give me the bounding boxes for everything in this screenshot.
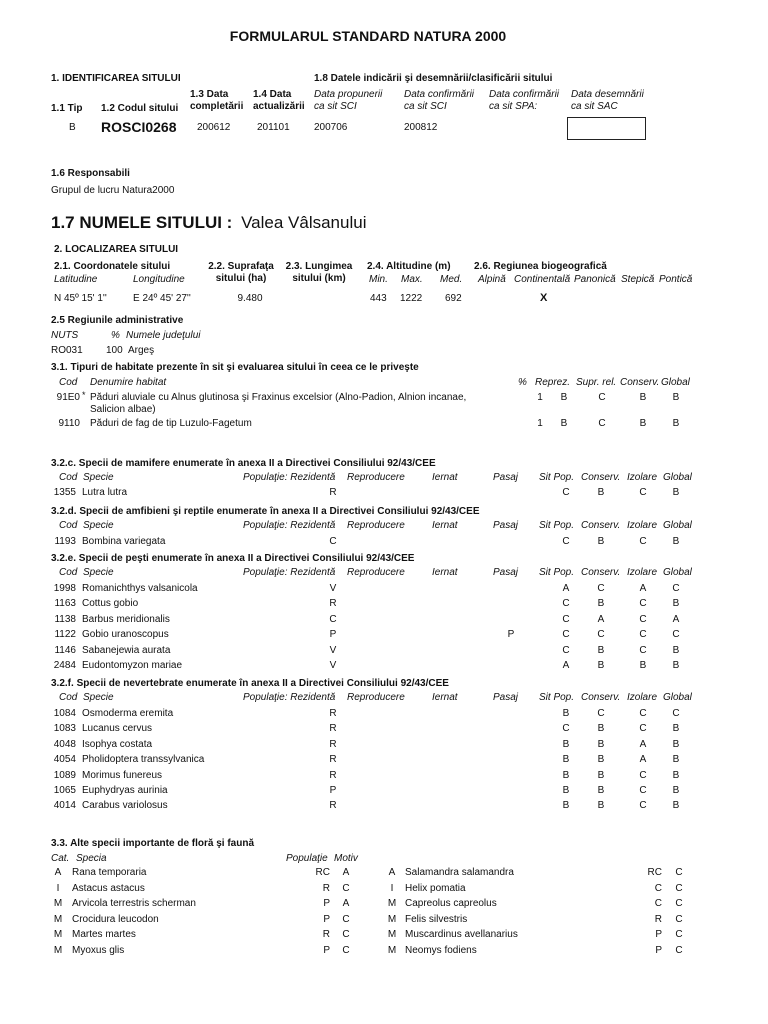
alt-max-value: 1222 xyxy=(400,293,423,304)
judet-value: Argeş xyxy=(128,345,155,356)
section-1-8-heading: 1.8 Datele indicării şi desemnării/clasificării sitului xyxy=(314,73,553,84)
species-izolare: C xyxy=(639,770,647,781)
species-rezidenta: R xyxy=(329,754,337,765)
species-code: 1089 xyxy=(53,770,76,781)
species-global: C xyxy=(672,583,680,594)
species-name: Bombina variegata xyxy=(82,536,166,547)
other-species-motiv: C xyxy=(342,929,350,940)
data-confirmarii-spa-label-2: ca sit SPA: xyxy=(489,101,538,112)
species-code: 1065 xyxy=(53,785,76,796)
species-conserv: C xyxy=(597,708,605,719)
species-sitpop: C xyxy=(562,487,570,498)
col-populatie-header: Populaţie: Rezidentă xyxy=(243,692,336,703)
habitat-name: Păduri aluviale cu Alnus glutinosa şi Fraxinus excelsior (Alno-Padion, Alnion incanae, xyxy=(90,392,467,403)
alt-med-value: 692 xyxy=(445,293,462,304)
species-conserv: B xyxy=(597,536,605,547)
suprafata-label-1: 2.2. Suprafaţa xyxy=(208,261,274,272)
suprafata-label-2: sitului (ha) xyxy=(215,273,267,284)
species-sitpop: C xyxy=(562,614,570,625)
species-global: B xyxy=(672,598,680,609)
latitudine-value: N 45º 15' 1'' xyxy=(54,293,107,304)
species-sitpop: B xyxy=(562,739,570,750)
col-pasaj-header: Pasaj xyxy=(493,567,519,578)
col-sitpop-header: Sit Pop. xyxy=(539,520,575,531)
col-conserv-header: Conserv. xyxy=(581,472,621,483)
species-conserv: B xyxy=(597,770,605,781)
page-title: FORMULARUL STANDARD NATURA 2000 xyxy=(229,28,507,44)
species-izolare: C xyxy=(639,723,647,734)
other-species-pop: RC xyxy=(315,867,330,878)
data-completarii-label-2: completării xyxy=(190,101,244,112)
alpina-label: Alpină xyxy=(478,274,506,285)
species-sitpop: C xyxy=(562,598,570,609)
habitat-supr-rel: C xyxy=(598,418,606,429)
habitat-reprez: B xyxy=(560,392,568,403)
species-code: 1084 xyxy=(53,708,76,719)
section-mamifere-heading: 3.2.c. Specii de mamifere enumerate în anexa II a Directivei Consiliului 92/43/CEE xyxy=(51,458,436,469)
other-species-name: Astacus astacus xyxy=(72,883,145,894)
habitat-conserv: B xyxy=(639,418,647,429)
col-cod-header: Cod xyxy=(59,567,78,578)
col-global-header: Global xyxy=(663,567,692,578)
pontica-label: Pontică xyxy=(659,274,693,285)
nuts-label: NUTS xyxy=(51,330,79,341)
data-desemnarii-label-1: Data desemnării xyxy=(571,89,644,100)
other-species-cat: M xyxy=(53,914,63,925)
species-code: 1355 xyxy=(53,487,76,498)
col-specie-header: Specie xyxy=(83,472,114,483)
other-species-cat: I xyxy=(56,883,60,894)
species-rezidenta: R xyxy=(329,800,337,811)
data-desemnarii-sac-field[interactable] xyxy=(567,117,646,140)
alt-min-value: 443 xyxy=(370,293,387,304)
species-name: Carabus variolosus xyxy=(82,800,168,811)
other-species-motiv: C xyxy=(675,945,683,956)
species-conserv: B xyxy=(597,800,605,811)
species-conserv: B xyxy=(597,645,605,656)
responsabili-value: Grupul de lucru Natura2000 xyxy=(51,185,175,196)
data-propunerii-label-2: ca sit SCI xyxy=(314,101,357,112)
col-izolare-header: Izolare xyxy=(627,472,658,483)
section-1-heading: 1. IDENTIFICAREA SITULUI xyxy=(51,73,181,84)
species-name: Osmoderma eremita xyxy=(82,708,174,719)
species-izolare: B xyxy=(639,660,647,671)
other-species-motiv: C xyxy=(675,929,683,940)
species-conserv: B xyxy=(597,739,605,750)
species-izolare: C xyxy=(639,598,647,609)
other-species-pop: R xyxy=(322,929,330,940)
species-izolare: C xyxy=(639,629,647,640)
col-specie-header: Specie xyxy=(83,692,114,703)
hab-cod-header: Cod xyxy=(59,377,78,388)
species-global: A xyxy=(672,614,680,625)
section-amfibieni-heading: 3.2.d. Specii de amfibieni şi reptile enumerate în anexa II a Directivei Consiliului 92/43/CEE xyxy=(51,506,480,517)
data-confirmarii-sci-value: 200812 xyxy=(404,122,438,133)
species-rezidenta: R xyxy=(329,723,337,734)
other-species-cat: A xyxy=(54,867,62,878)
lungime-label-1: 2.3. Lungimea xyxy=(285,261,353,272)
other-species-motiv: A xyxy=(342,867,350,878)
lungime-label-2: sitului (km) xyxy=(292,273,346,284)
other-species-pop: RC xyxy=(647,867,662,878)
hab-supr-header: Supr. rel. xyxy=(576,377,617,388)
col-pasaj-header: Pasaj xyxy=(493,520,519,531)
species-global: C xyxy=(672,629,680,640)
species-global: B xyxy=(672,487,680,498)
habitat-supr-rel: C xyxy=(598,392,606,403)
col-populatie-header: Populaţie: Rezidentă xyxy=(243,472,336,483)
other-species-pop: R xyxy=(654,914,662,925)
species-sitpop: C xyxy=(562,723,570,734)
species-conserv: A xyxy=(597,614,605,625)
col-sitpop-header: Sit Pop. xyxy=(539,472,575,483)
species-global: B xyxy=(672,770,680,781)
species-name: Morimus funereus xyxy=(82,770,163,781)
other-species-name: Salamandra salamandra xyxy=(405,867,514,878)
species-code: 4054 xyxy=(53,754,76,765)
other-species-name: Crocidura leucodon xyxy=(72,914,159,925)
col-sitpop-header: Sit Pop. xyxy=(539,692,575,703)
species-sitpop: B xyxy=(562,785,570,796)
species-conserv: B xyxy=(597,785,605,796)
tip-value: B xyxy=(69,122,76,133)
other-species-cat: M xyxy=(387,914,397,925)
continentala-label: Continentală xyxy=(514,274,571,285)
species-code: 1138 xyxy=(54,614,76,625)
col-reproducere-header: Reproducere xyxy=(347,520,405,531)
col-cod-header: Cod xyxy=(59,520,78,531)
species-code: 1193 xyxy=(54,536,76,547)
species-izolare: A xyxy=(639,583,647,594)
species-izolare: C xyxy=(639,645,647,656)
species-pasaj: P xyxy=(507,629,515,640)
alt-max-label: Max. xyxy=(401,274,423,285)
other-species-pop: R xyxy=(322,883,330,894)
species-rezidenta: V xyxy=(329,645,337,656)
other-species-pop: P xyxy=(323,945,330,956)
species-code: 4048 xyxy=(53,739,76,750)
species-global: B xyxy=(672,723,680,734)
longitudine-value: E 24º 45' 27'' xyxy=(133,293,191,304)
col-izolare-header: Izolare xyxy=(627,567,658,578)
species-name: Lutra lutra xyxy=(82,487,128,498)
other-species-cat: M xyxy=(53,929,63,940)
latitudine-label: Latitudine xyxy=(54,274,98,285)
data-confirmarii-spa-label-1: Data confirmării xyxy=(489,89,560,100)
species-izolare: C xyxy=(639,708,647,719)
other-species-name: Myoxus glis xyxy=(72,945,125,956)
other-species-motiv: C xyxy=(675,867,683,878)
col-specie-header: Specie xyxy=(83,567,114,578)
habitat-code: 9110 xyxy=(58,418,80,429)
species-rezidenta: P xyxy=(329,785,337,796)
species-izolare: C xyxy=(639,614,647,625)
species-rezidenta: C xyxy=(329,614,337,625)
col-izolare-header: Izolare xyxy=(627,520,658,531)
hab-global-header: Global xyxy=(661,377,690,388)
cod-label: 1.2 Codul sitului xyxy=(101,103,179,114)
habitat-pct: 1 xyxy=(537,392,543,403)
species-rezidenta: C xyxy=(329,536,337,547)
col-conserv-header: Conserv. xyxy=(581,520,621,531)
data-actualizarii-value: 201101 xyxy=(257,122,290,133)
species-izolare: C xyxy=(639,785,647,796)
other-species-motiv: A xyxy=(342,898,350,909)
other-species-cat: I xyxy=(390,883,394,894)
data-propunerii-value: 200706 xyxy=(314,122,348,133)
col-pasaj-header: Pasaj xyxy=(493,692,519,703)
col-cod-header: Cod xyxy=(59,472,78,483)
species-conserv: C xyxy=(597,629,605,640)
species-global: B xyxy=(672,645,680,656)
col-global-header: Global xyxy=(663,472,692,483)
other-species-name: Felis silvestris xyxy=(405,914,468,925)
other-species-name: Capreolus capreolus xyxy=(405,898,497,909)
species-global: B xyxy=(672,785,680,796)
other-cat-header: Cat. xyxy=(51,853,70,864)
col-sitpop-header: Sit Pop. xyxy=(539,567,575,578)
other-species-pop: C xyxy=(654,883,662,894)
species-code: 4014 xyxy=(53,800,76,811)
species-name: Euphydryas aurinia xyxy=(82,785,168,796)
regiuni-admin-heading: 2.5 Regiunile administrative xyxy=(51,315,184,326)
other-species-pop: P xyxy=(323,914,330,925)
species-name: Barbus meridionalis xyxy=(82,614,170,625)
other-species-pop: P xyxy=(323,898,330,909)
data-desemnarii-label-2: ca sit SAC xyxy=(571,101,618,112)
species-izolare: A xyxy=(639,739,647,750)
judet-label: Numele judeţului xyxy=(126,330,201,341)
col-populatie-header: Populaţie: Rezidentă xyxy=(243,520,336,531)
data-completarii-value: 200612 xyxy=(197,122,231,133)
col-global-header: Global xyxy=(663,520,692,531)
other-species-cat: M xyxy=(387,929,397,940)
species-code: 1122 xyxy=(54,629,76,640)
species-izolare: A xyxy=(639,754,647,765)
col-iernat-header: Iernat xyxy=(432,472,458,483)
site-name-heading xyxy=(51,213,366,233)
species-rezidenta: R xyxy=(329,487,337,498)
col-pasaj-header: Pasaj xyxy=(493,472,519,483)
habitat-pct: 1 xyxy=(537,418,543,429)
col-iernat-header: Iernat xyxy=(432,520,458,531)
col-reproducere-header: Reproducere xyxy=(347,472,405,483)
species-rezidenta: P xyxy=(329,629,337,640)
col-izolare-header: Izolare xyxy=(627,692,658,703)
other-species-name: Rana temporaria xyxy=(72,867,147,878)
species-global: B xyxy=(672,660,680,671)
other-species-motiv: C xyxy=(675,883,683,894)
procent-value: 100 xyxy=(106,345,123,356)
data-completarii-label-1: 1.3 Data xyxy=(190,89,229,100)
responsabili-heading: 1.6 Responsabili xyxy=(51,168,130,179)
hab-conserv-header: Conserv. xyxy=(620,377,660,388)
other-species-cat: M xyxy=(387,945,397,956)
habitat-global: B xyxy=(672,418,680,429)
other-species-name: Neomys fodiens xyxy=(405,945,477,956)
site-code: ROSCI0268 xyxy=(101,119,177,135)
hab-pct-header: % xyxy=(518,377,527,388)
species-rezidenta: V xyxy=(329,660,337,671)
col-iernat-header: Iernat xyxy=(432,692,458,703)
species-name: Isophya costata xyxy=(82,739,153,750)
species-rezidenta: R xyxy=(329,598,337,609)
hab-reprez-header: Reprez. xyxy=(535,377,571,388)
species-sitpop: C xyxy=(562,536,570,547)
alt-min-label: Min. xyxy=(369,274,388,285)
col-global-header: Global xyxy=(663,692,692,703)
species-izolare: C xyxy=(639,800,647,811)
stepica-label: Stepică xyxy=(621,274,655,285)
col-conserv-header: Conserv. xyxy=(581,692,621,703)
site-name-label: 1.7 NUMELE SITULUI : xyxy=(51,213,233,232)
species-conserv: B xyxy=(597,660,605,671)
section-2-heading: 2. LOCALIZAREA SITULUI xyxy=(54,244,179,255)
species-izolare: C xyxy=(639,487,647,498)
section-3-1-heading: 3.1. Tipuri de habitate prezente în sit şi evaluarea sitului în ceea ce le priveşte xyxy=(51,362,419,373)
hab-denumire-header: Denumire habitat xyxy=(90,377,167,388)
other-species-motiv: C xyxy=(675,914,683,925)
habitat-name-cont: Salicion albae) xyxy=(90,404,156,415)
col-iernat-header: Iernat xyxy=(432,567,458,578)
species-name: Eudontomyzon mariae xyxy=(82,660,183,671)
species-global: B xyxy=(672,754,680,765)
priority-star: * xyxy=(82,390,86,400)
other-motiv-header: Motiv xyxy=(334,853,358,864)
species-name: Sabanejewia aurata xyxy=(82,645,171,656)
species-sitpop: C xyxy=(562,645,570,656)
data-actualizarii-label-2: actualizării xyxy=(253,101,305,112)
species-global: B xyxy=(672,739,680,750)
other-species-motiv: C xyxy=(342,945,350,956)
species-name: Cottus gobio xyxy=(82,598,139,609)
col-reproducere-header: Reproducere xyxy=(347,567,405,578)
species-sitpop: B xyxy=(562,708,570,719)
species-code: 1998 xyxy=(53,583,76,594)
col-populatie-header: Populaţie: Rezidentă xyxy=(243,567,336,578)
habitat-global: B xyxy=(672,392,680,403)
section-nevertebrate-heading: 3.2.f. Specii de nevertebrate enumerate în anexa II a Directivei Consiliului 92/43/CEE xyxy=(51,678,449,689)
alt-med-label: Med. xyxy=(440,274,463,285)
suprafata-value: 9.480 xyxy=(237,293,263,304)
species-conserv: B xyxy=(597,598,605,609)
species-conserv: B xyxy=(597,487,605,498)
species-conserv: B xyxy=(597,723,605,734)
other-species-cat: M xyxy=(53,898,63,909)
other-species-pop: P xyxy=(655,945,662,956)
col-specie-header: Specie xyxy=(83,520,114,531)
longitudine-label: Longitudine xyxy=(133,274,185,285)
section-3-3-heading: 3.3. Alte specii importante de floră şi faună xyxy=(51,838,255,849)
species-sitpop: B xyxy=(562,800,570,811)
species-rezidenta: V xyxy=(329,583,337,594)
other-species-pop: P xyxy=(655,929,662,940)
data-confirmarii-sci-label-1: Data confirmării xyxy=(404,89,475,100)
species-name: Romanichthys valsanicola xyxy=(82,583,198,594)
altitudine-heading: 2.4. Altitudine (m) xyxy=(367,261,451,272)
other-species-motiv: C xyxy=(675,898,683,909)
species-conserv: B xyxy=(597,754,605,765)
other-species-cat: A xyxy=(388,867,396,878)
species-name: Gobio uranoscopus xyxy=(82,629,169,640)
other-species-name: Helix pomatia xyxy=(405,883,466,894)
species-izolare: C xyxy=(639,536,647,547)
other-species-cat: M xyxy=(387,898,397,909)
data-confirmarii-sci-label-2: ca sit SCI xyxy=(404,101,447,112)
coordonate-heading: 2.1. Coordonatele sitului xyxy=(54,261,171,272)
species-sitpop: A xyxy=(562,583,570,594)
species-rezidenta: R xyxy=(329,708,337,719)
site-name-value: Valea Vâlsanului xyxy=(241,213,367,232)
species-sitpop: B xyxy=(562,770,570,781)
species-name: Pholidoptera transsylvanica xyxy=(82,754,205,765)
other-species-pop: C xyxy=(654,898,662,909)
other-species-cat: M xyxy=(53,945,63,956)
other-species-motiv: C xyxy=(342,914,350,925)
other-species-name: Martes martes xyxy=(72,929,136,940)
regiune-heading: 2.6. Regiunea biogeografică xyxy=(474,261,607,272)
habitat-code: 91E0 xyxy=(56,392,80,403)
other-populatie-header: Populaţie xyxy=(286,853,328,864)
species-rezidenta: R xyxy=(329,770,337,781)
tip-label: 1.1 Tip xyxy=(51,103,83,114)
species-rezidenta: R xyxy=(329,739,337,750)
habitat-name: Păduri de fag de tip Luzulo-Fagetum xyxy=(90,418,252,429)
habitat-reprez: B xyxy=(560,418,568,429)
other-species-motiv: C xyxy=(342,883,350,894)
other-specia-header: Specia xyxy=(76,853,107,864)
species-global: B xyxy=(672,536,680,547)
species-code: 1146 xyxy=(54,645,76,656)
section-pesti-heading: 3.2.e. Specii de peşti enumerate în anexa II a Directivei Consiliului 92/43/CEE xyxy=(51,553,415,564)
continentala-mark: X xyxy=(540,292,548,304)
species-name: Lucanus cervus xyxy=(82,723,153,734)
other-species-name: Muscardinus avellanarius xyxy=(405,929,518,940)
nuts-value: RO031 xyxy=(51,345,83,356)
species-sitpop: C xyxy=(562,629,570,640)
data-propunerii-label-1: Data propunerii xyxy=(314,89,383,100)
col-reproducere-header: Reproducere xyxy=(347,692,405,703)
species-sitpop: B xyxy=(562,754,570,765)
col-cod-header: Cod xyxy=(59,692,78,703)
other-species-name: Arvicola terrestris scherman xyxy=(72,898,196,909)
procent-label: % xyxy=(111,330,120,341)
species-global: B xyxy=(672,800,680,811)
species-code: 2484 xyxy=(53,660,76,671)
habitat-conserv: B xyxy=(639,392,647,403)
panonica-label: Panonică xyxy=(574,274,616,285)
species-code: 1083 xyxy=(53,723,76,734)
species-global: C xyxy=(672,708,680,719)
species-code: 1163 xyxy=(54,598,76,609)
species-conserv: C xyxy=(597,583,605,594)
data-actualizarii-label-1: 1.4 Data xyxy=(253,89,292,100)
species-sitpop: A xyxy=(562,660,570,671)
col-conserv-header: Conserv. xyxy=(581,567,621,578)
